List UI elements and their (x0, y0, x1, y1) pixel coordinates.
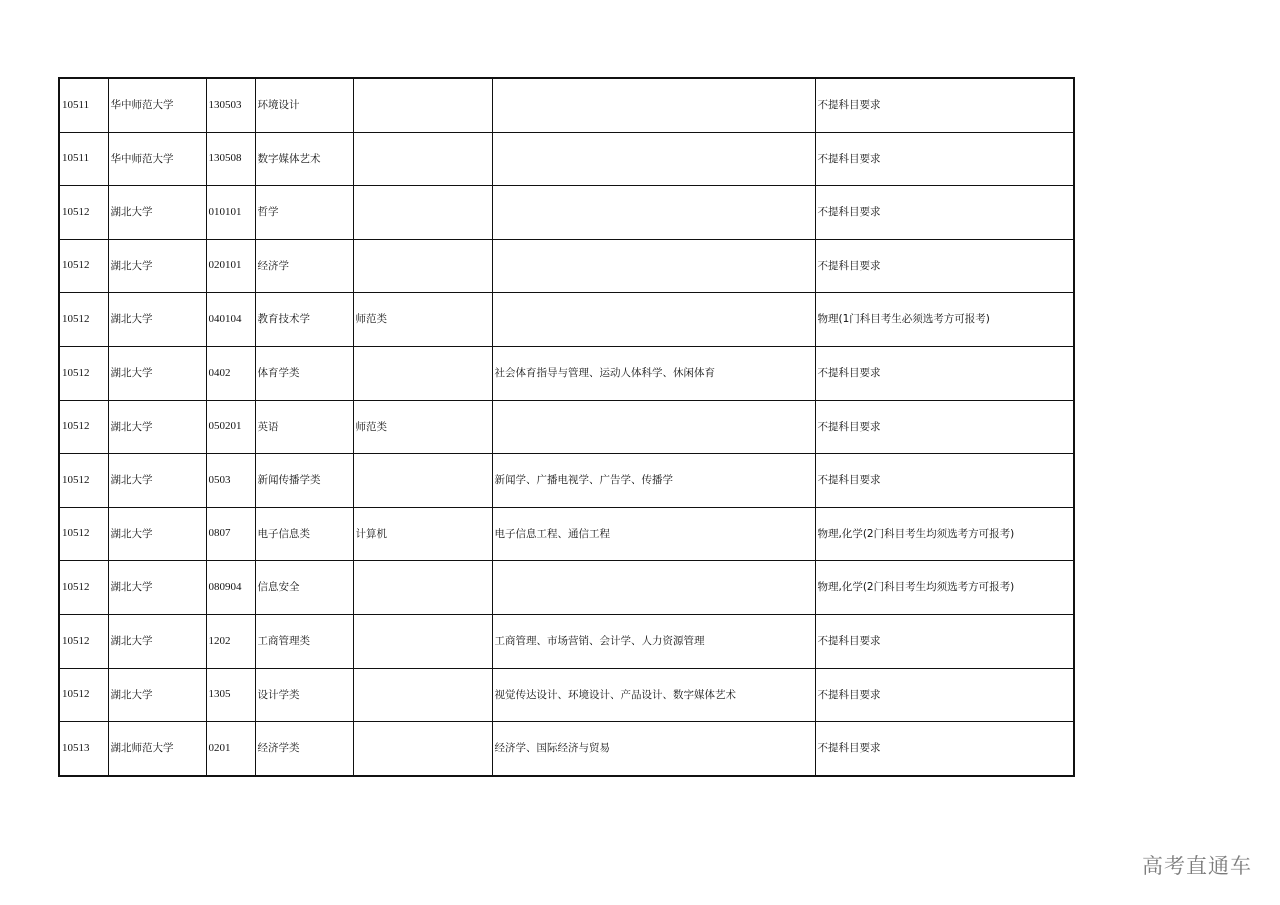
subject-requirement-cell: 不提科目要求 (815, 454, 1074, 508)
table-row (59, 614, 1074, 668)
admissions-table (58, 77, 1075, 777)
included-majors-cell (492, 239, 815, 293)
table-row (59, 186, 1074, 240)
type-cell (353, 78, 492, 132)
school-code-cell: 10512 (59, 454, 108, 508)
major-name-cell: 经济学类 (255, 722, 353, 776)
major-code-cell: 040104 (206, 293, 255, 347)
school-name-cell: 华中师范大学 (108, 78, 206, 132)
subject-requirement-cell: 物理,化学(2门科目考生均须选考方可报考) (815, 507, 1074, 561)
school-name-cell: 湖北师范大学 (108, 722, 206, 776)
major-name-cell: 工商管理类 (255, 614, 353, 668)
school-name-cell: 湖北大学 (108, 614, 206, 668)
major-name-cell: 教育技术学 (255, 293, 353, 347)
major-code-cell: 130503 (206, 78, 255, 132)
type-cell (353, 722, 492, 776)
included-majors-cell: 工商管理、市场营销、会计学、人力资源管理 (492, 614, 815, 668)
type-cell: 计算机 (353, 507, 492, 561)
school-name-cell: 湖北大学 (108, 454, 206, 508)
included-majors-cell (492, 400, 815, 454)
table-row (59, 78, 1074, 132)
subject-requirement-cell: 不提科目要求 (815, 132, 1074, 186)
included-majors-cell (492, 186, 815, 240)
type-cell (353, 132, 492, 186)
school-name-cell: 湖北大学 (108, 507, 206, 561)
included-majors-cell: 视觉传达设计、环境设计、产品设计、数字媒体艺术 (492, 668, 815, 722)
school-code-cell: 10512 (59, 614, 108, 668)
major-name-cell: 英语 (255, 400, 353, 454)
major-code-cell: 020101 (206, 239, 255, 293)
table-row (59, 400, 1074, 454)
table-row (59, 293, 1074, 347)
school-name-cell: 华中师范大学 (108, 132, 206, 186)
school-code-cell: 10512 (59, 346, 108, 400)
major-name-cell: 哲学 (255, 186, 353, 240)
type-cell (353, 239, 492, 293)
subject-requirement-cell: 不提科目要求 (815, 78, 1074, 132)
included-majors-cell: 经济学、国际经济与贸易 (492, 722, 815, 776)
table-row (59, 507, 1074, 561)
table-row (59, 346, 1074, 400)
table-row (59, 668, 1074, 722)
table-row (59, 722, 1074, 776)
subject-requirement-cell: 不提科目要求 (815, 668, 1074, 722)
major-name-cell: 环境设计 (255, 78, 353, 132)
major-name-cell: 数字媒体艺术 (255, 132, 353, 186)
major-code-cell: 0503 (206, 454, 255, 508)
major-code-cell: 0402 (206, 346, 255, 400)
subject-requirement-cell: 不提科目要求 (815, 722, 1074, 776)
school-code-cell: 10512 (59, 507, 108, 561)
included-majors-cell (492, 561, 815, 615)
type-cell (353, 346, 492, 400)
school-name-cell: 湖北大学 (108, 239, 206, 293)
school-code-cell: 10512 (59, 400, 108, 454)
watermark-text: 高考直通车 (1142, 854, 1252, 878)
subject-requirement-cell: 物理,化学(2门科目考生均须选考方可报考) (815, 561, 1074, 615)
major-name-cell: 设计学类 (255, 668, 353, 722)
major-code-cell: 080904 (206, 561, 255, 615)
subject-requirement-cell: 不提科目要求 (815, 346, 1074, 400)
type-cell (353, 614, 492, 668)
type-cell (353, 454, 492, 508)
type-cell (353, 668, 492, 722)
table-body (59, 78, 1074, 776)
table-row (59, 561, 1074, 615)
included-majors-cell (492, 78, 815, 132)
major-code-cell: 1202 (206, 614, 255, 668)
major-code-cell: 010101 (206, 186, 255, 240)
type-cell (353, 561, 492, 615)
major-name-cell: 电子信息类 (255, 507, 353, 561)
major-code-cell: 130508 (206, 132, 255, 186)
school-code-cell: 10512 (59, 239, 108, 293)
school-code-cell: 10511 (59, 78, 108, 132)
included-majors-cell: 社会体育指导与管理、运动人体科学、休闲体育 (492, 346, 815, 400)
school-code-cell: 10512 (59, 186, 108, 240)
school-code-cell: 10512 (59, 668, 108, 722)
included-majors-cell: 电子信息工程、通信工程 (492, 507, 815, 561)
school-name-cell: 湖北大学 (108, 561, 206, 615)
major-name-cell: 经济学 (255, 239, 353, 293)
table-row (59, 239, 1074, 293)
table-row (59, 454, 1074, 508)
subject-requirement-cell: 物理(1门科目考生必须选考方可报考) (815, 293, 1074, 347)
included-majors-cell (492, 132, 815, 186)
major-code-cell: 0807 (206, 507, 255, 561)
school-name-cell: 湖北大学 (108, 400, 206, 454)
school-name-cell: 湖北大学 (108, 186, 206, 240)
type-cell: 师范类 (353, 400, 492, 454)
table-row (59, 132, 1074, 186)
subject-requirement-cell: 不提科目要求 (815, 614, 1074, 668)
school-code-cell: 10512 (59, 561, 108, 615)
included-majors-cell (492, 293, 815, 347)
major-name-cell: 体育学类 (255, 346, 353, 400)
school-name-cell: 湖北大学 (108, 668, 206, 722)
subject-requirement-cell: 不提科目要求 (815, 400, 1074, 454)
major-code-cell: 0201 (206, 722, 255, 776)
school-name-cell: 湖北大学 (108, 293, 206, 347)
major-name-cell: 新闻传播学类 (255, 454, 353, 508)
school-code-cell: 10511 (59, 132, 108, 186)
subject-requirement-cell: 不提科目要求 (815, 239, 1074, 293)
included-majors-cell: 新闻学、广播电视学、广告学、传播学 (492, 454, 815, 508)
major-code-cell: 050201 (206, 400, 255, 454)
major-code-cell: 1305 (206, 668, 255, 722)
type-cell: 师范类 (353, 293, 492, 347)
major-name-cell: 信息安全 (255, 561, 353, 615)
school-code-cell: 10512 (59, 293, 108, 347)
type-cell (353, 186, 492, 240)
subject-requirement-cell: 不提科目要求 (815, 186, 1074, 240)
school-code-cell: 10513 (59, 722, 108, 776)
school-name-cell: 湖北大学 (108, 346, 206, 400)
